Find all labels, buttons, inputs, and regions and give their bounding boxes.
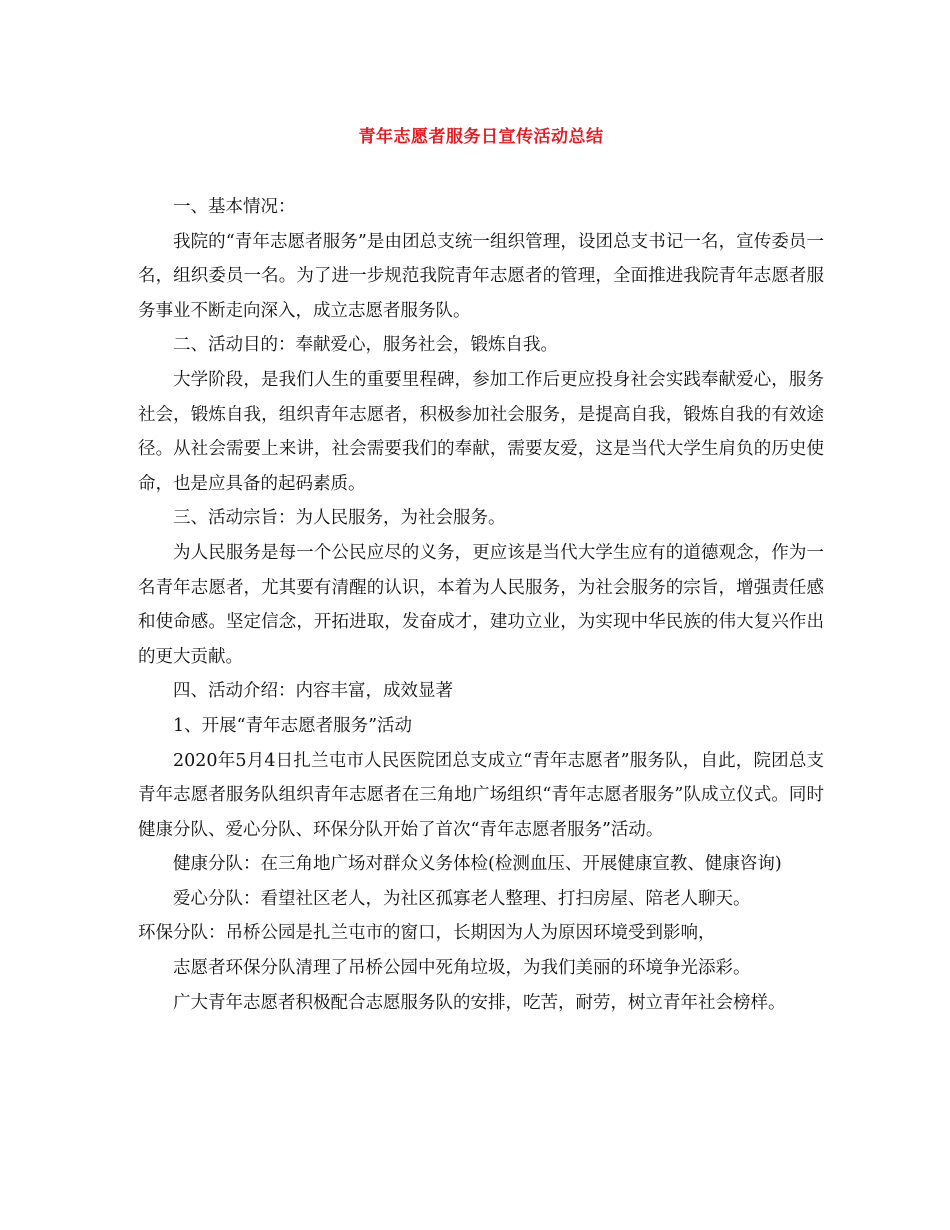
paragraph: 志愿者环保分队清理了吊桥公园中死角垃圾，为我们美丽的环境争光添彩。: [173, 958, 751, 979]
paragraph: 大学阶段，是我们人生的重要里程碑，参加工作后更应投身社会实践奉献爱心，服务社会，锻炼自我，组织青年志愿者，积极参加社会服务，是提高自我，锻炼自我的有效途径。从社会需要上来讲，社会需要我们的奉献，需要友爱，这是当代大学生肩负的历史使命，也是应具备的起码素质。: [138, 369, 824, 494]
paragraph: 1、开展“青年志愿者服务”活动: [173, 715, 413, 736]
paragraph: 三、活动宗旨：为人民服务，为社会服务。: [173, 508, 506, 529]
paragraph: 我院的“青年志愿者服务”是由团总支统一组织管理，设团总支书记一名，宣传委员一名，组织委员一名。为了进一步规范我院青年志愿者的管理，全面推进我院青年志愿者服务事业不断走向深入，成立志愿者服务队。: [138, 231, 824, 321]
paragraph: 2020年5月4日扎兰屯市人民医院团总支成立“青年志愿者”服务队，自此，院团总支青年志愿者服务队组织青年志愿者在三角地广场组织“青年志愿者服务”队成立仪式。同时健康分队、爱心分队、环保分队开始了首次“青年志愿者服务”活动。: [138, 750, 824, 840]
paragraph: 环保分队：吊桥公园是扎兰屯市的窗口，长期因为人为原因环境受到影响，: [138, 923, 716, 944]
paragraph: 二、活动目的：奉献爱心，服务社会，锻炼自我。: [173, 335, 558, 356]
paragraph: 四、活动介绍：内容丰富，成效显著: [173, 681, 453, 702]
paragraph: 健康分队：在三角地广场对群众义务体检(检测血压、开展健康宣教、健康咨询): [173, 854, 782, 875]
paragraph: 广大青年志愿者积极配合志愿服务队的安排，吃苦，耐劳，树立青年社会榜样。: [173, 992, 786, 1013]
paragraph: 为人民服务是每一个公民应尽的义务，更应该是当代大学生应有的道德观念，作为一名青年志愿者，尤其要有清醒的认识，本着为人民服务，为社会服务的宗旨，增强责任感和使命感。坚定信念，开拓进取，发奋成才，建功立业，为实现中华民族的伟大复兴作出的更大贡献。: [138, 542, 824, 667]
document-title: 青年志愿者服务日宣传活动总结: [358, 127, 604, 147]
paragraph: 一、基本情况：: [173, 197, 296, 217]
paragraph: 爱心分队：看望社区老人，为社区孤寡老人整理、打扫房屋、陪老人聊天。: [173, 888, 751, 909]
document-body: [138, 190, 824, 1020]
